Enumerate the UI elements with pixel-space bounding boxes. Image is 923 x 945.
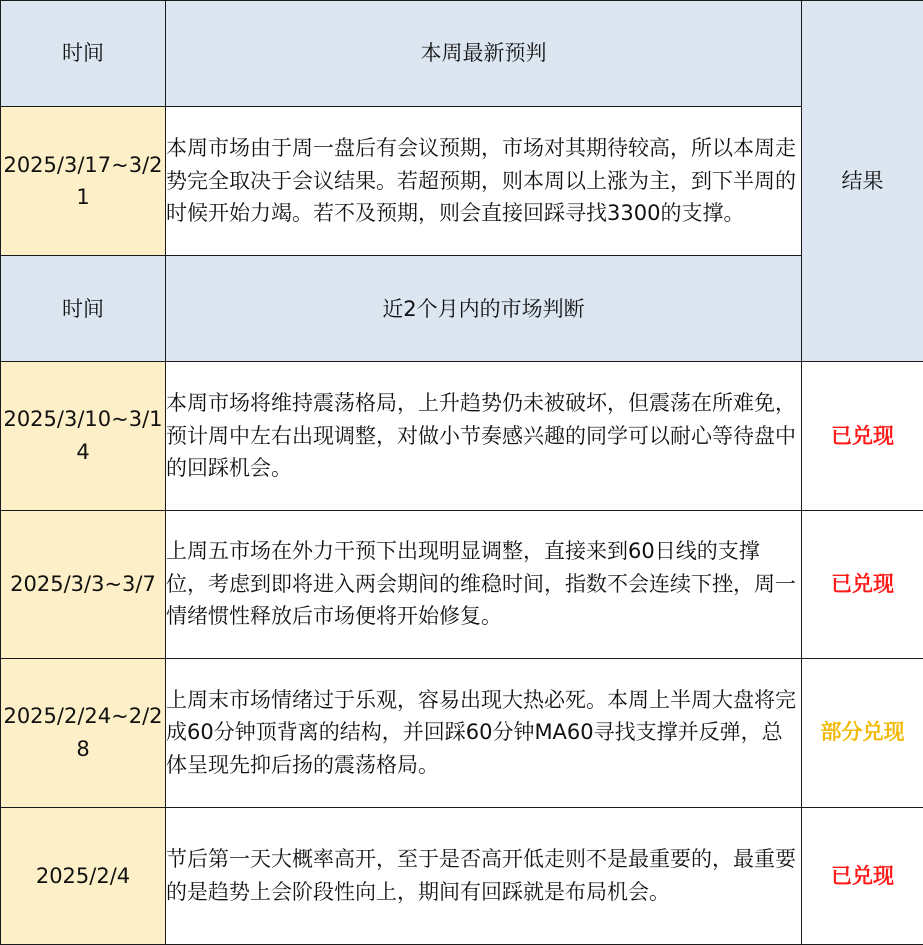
status-badge: 部分兑现 — [802, 658, 923, 807]
table-row — [1, 658, 923, 807]
header-prediction: 本周最新预判 — [166, 1, 802, 107]
result-header: 结果 — [802, 1, 923, 362]
row-date: 2025/3/10~3/14 — [1, 362, 166, 510]
row-date: 2025/3/3~3/7 — [1, 510, 166, 658]
current-row — [1, 107, 923, 256]
row-text: 本周市场将维持震荡格局，上升趋势仍未被破坏，但震荡在所难免，预计周中左右出现调整，对做小节奏感兴趣的同学可以耐心等待盘中的回踩机会。 — [166, 362, 802, 510]
status-badge: 已兑现 — [802, 362, 923, 510]
history-header-judgement: 近2个月内的市场判断 — [166, 256, 802, 362]
table-row — [1, 510, 923, 658]
row-date: 2025/2/24~2/28 — [1, 658, 166, 807]
table-row — [1, 807, 923, 944]
row-date: 2025/2/4 — [1, 807, 166, 944]
row-text: 上周末市场情绪过于乐观，容易出现大热必死。本周上半周大盘将完成60分钟顶背离的结构，并回踩60分钟MA60寻找支撑并反弹，总体呈现先抑后扬的震荡格局。 — [166, 658, 802, 807]
row-text: 节后第一天大概率高开，至于是否高开低走则不是最重要的，最重要的是趋势上会阶段性向上，期间有回踩就是布局机会。 — [166, 807, 802, 944]
history-header-row — [1, 256, 923, 362]
table-row — [1, 362, 923, 510]
status-badge: 已兑现 — [802, 807, 923, 944]
status-badge: 已兑现 — [802, 510, 923, 658]
current-text: 本周市场由于周一盘后有会议预期，市场对其期待较高，所以本周走势完全取决于会议结果。若超预期，则本周以上涨为主，到下半周的时候开始力竭。若不及预期，则会直接回踩寻找3300的支撑。 — [166, 107, 802, 256]
current-header-row — [1, 1, 923, 107]
header-time: 时间 — [1, 1, 166, 107]
history-header-time: 时间 — [1, 256, 166, 362]
current-date: 2025/3/17~3/21 — [1, 107, 166, 256]
row-text: 上周五市场在外力干预下出现明显调整，直接来到60日线的支撑位，考虑到即将进入两会期间的维稳时间，指数不会连续下挫，周一情绪惯性释放后市场便将开始修复。 — [166, 510, 802, 658]
